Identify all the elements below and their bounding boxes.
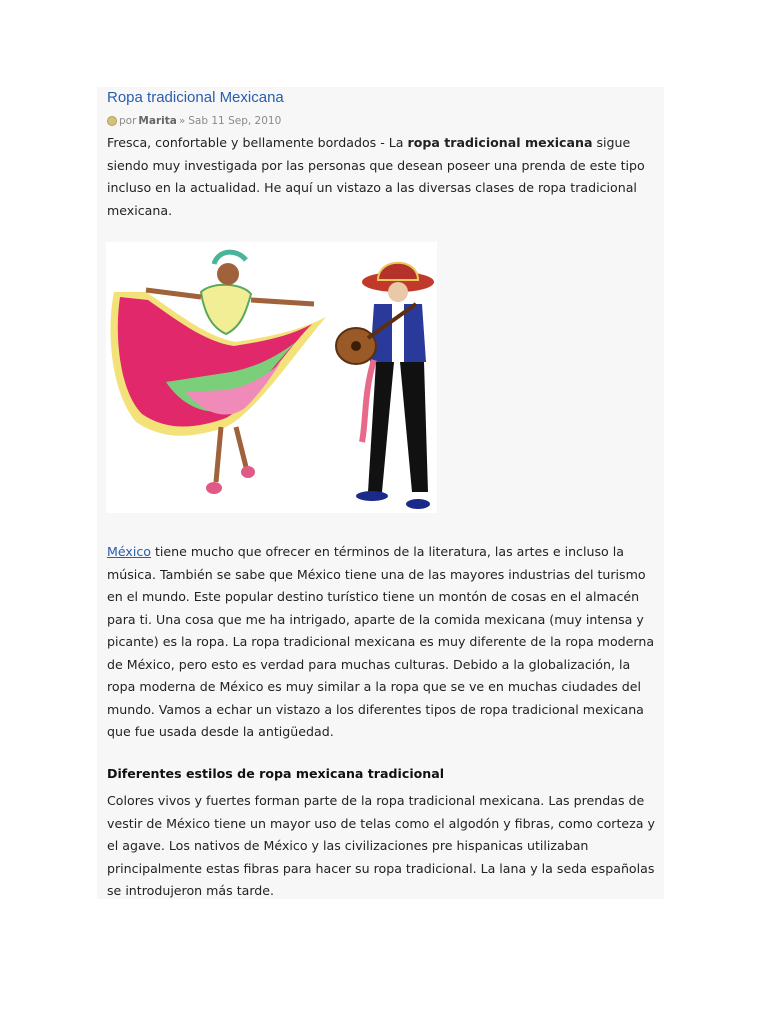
intro-text-start: Fresca, confortable y bellamente bordados - La: [107, 135, 408, 150]
author-icon: [107, 116, 117, 126]
intro-text-end: sigue siendo muy investigada por las personas que desean poseer una prenda de este tipo incluso en la actualidad. He aquí un vistazo a las diversas clases de ropa tradicional mexicana.: [107, 135, 645, 218]
mexican-dancers-illustration: [106, 242, 437, 513]
article-title-link[interactable]: Ropa tradicional Mexicana: [107, 89, 284, 106]
meta-by: por: [119, 115, 137, 127]
meta-separator: »: [178, 115, 186, 127]
intro-bold-phrase: ropa tradicional mexicana: [407, 135, 593, 150]
intro-paragraph: [107, 132, 659, 222]
article-meta: [107, 115, 281, 127]
styles-paragraph: Colores vivos y fuertes forman parte de la ropa tradicional mexicana. Las prendas de vestir de México tiene un mayor uso de telas como el algodón y fibras, como corteza y el agave. Los nativos de México y las civilizaciones pre hispanicas utilizaban principalmente estas fibras para hacer su ropa tradicional. La lana y la seda españolas se introdujeron más tarde.: [107, 793, 655, 898]
meta-author[interactable]: Marita: [138, 115, 177, 127]
mexico-paragraph-text: tiene mucho que ofrecer en términos de la literatura, las artes e incluso la música. También se sabe que México tiene una de las mayores industrias del turismo en el mundo. Este popular destino turístico tiene un montón de cosas en el almacén para ti. Una cosa que me ha intrigado, aparte de la comida mexicana (muy intensa y picante) es la ropa. La ropa tradicional mexicana es muy diferente de la ropa moderna de México, pero esto es verdad para muchas culturas. Debido a la globalización, la ropa moderna de México es muy similar a la ropa que se ve en muchas ciudades del mundo. Vamos a echar un vistazo a los diferentes tipos de ropa tradicional mexicana que fue usada desde la antigüedad.: [107, 544, 655, 739]
meta-date: Sab 11 Sep, 2010: [188, 115, 282, 127]
mexico-link[interactable]: México: [107, 544, 151, 559]
section-heading: Diferentes estilos de ropa mexicana tradicional: [107, 766, 445, 781]
mexico-paragraph: [107, 541, 659, 744]
